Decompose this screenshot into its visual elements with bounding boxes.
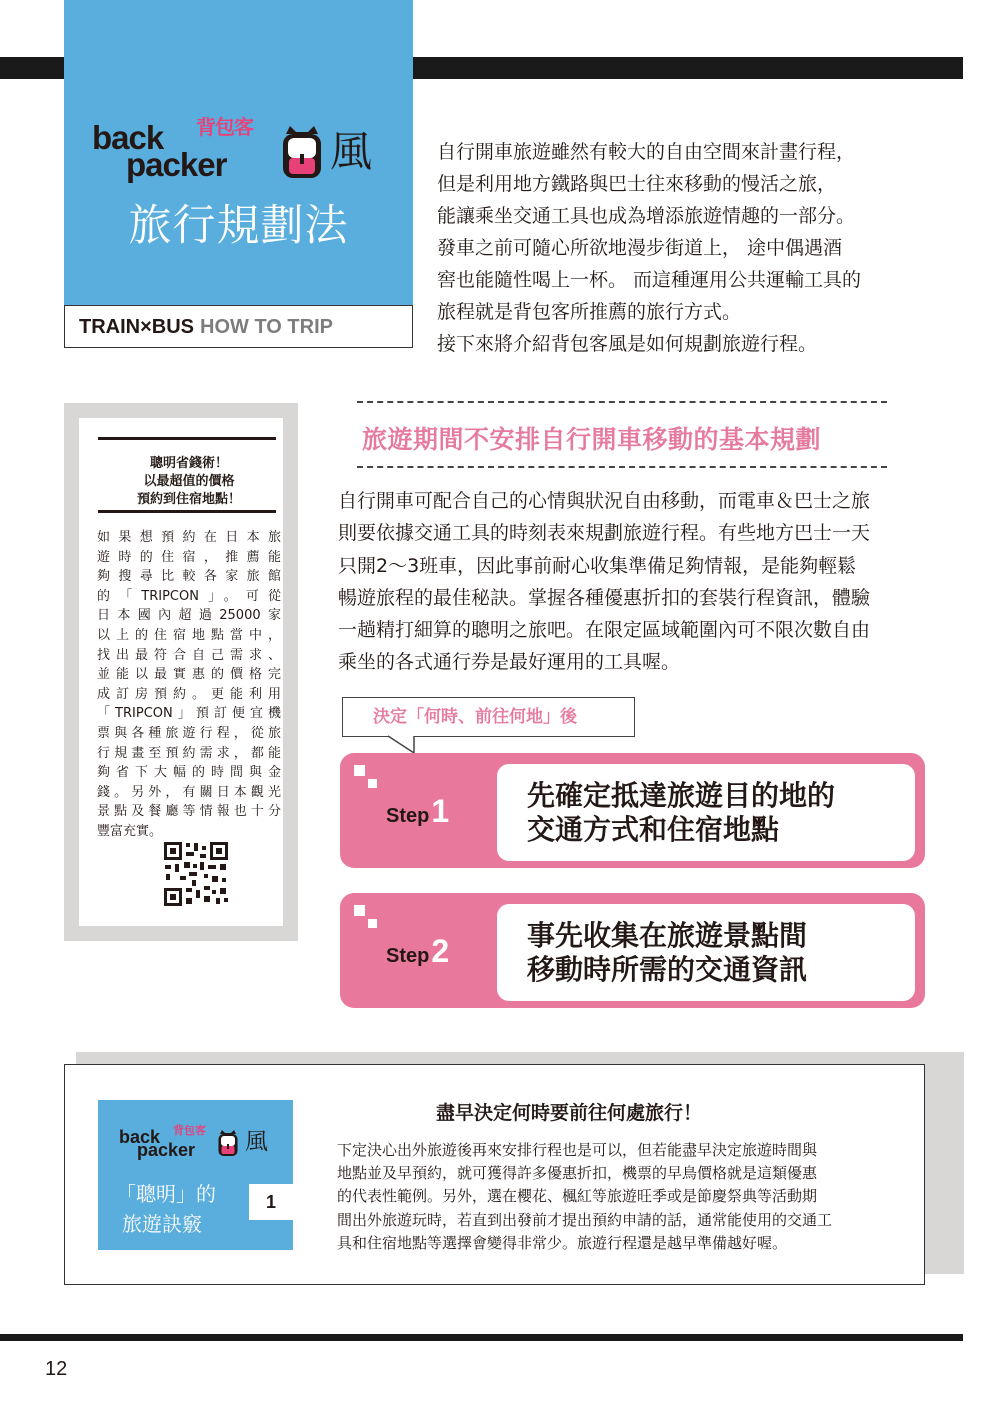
sidebar-line: 夠搜尋比較各家旅館	[97, 569, 281, 585]
sidebar-line: 遊時的住宿，推薦能	[97, 549, 281, 565]
tip-line: 下定決心出外旅遊後再來安排行程也是可以，但若能盡早決定旅遊時間與	[337, 1141, 818, 1159]
section-line: 一趟精打細算的聰明之旅吧。在限定區域範圍內可不限次數自由	[338, 619, 871, 642]
badge-logo-feng: 風	[245, 1129, 268, 1155]
step-2-line: 事先收集在旅遊景點間	[527, 919, 808, 952]
tip-badge	[98, 1100, 293, 1250]
sidebar-line: 景點及餐廳等情報也十分	[97, 804, 281, 820]
sidebar-line: 行規畫至預約需求，都能	[97, 745, 281, 761]
step-square-icon	[368, 779, 377, 788]
section-dashed-rule-top	[357, 401, 887, 403]
step-1-content	[497, 764, 915, 861]
step-1-line: 交通方式和住宿地點	[527, 813, 780, 846]
logo-feng: 風	[330, 127, 373, 176]
step-1-label	[386, 791, 449, 836]
subtitle-how-to-trip: HOW TO TRIP	[200, 316, 333, 338]
section-line: 自行開車可配合自己的心情與狀況自由移動，而電車＆巴士之旅	[338, 490, 871, 512]
section-line: 則要依據交通工具的時刻表來規劃旅遊行程。有些地方巴士一天	[338, 522, 871, 545]
section-line: 暢遊旅程的最佳秘訣。掌握各種優惠折扣的套裝行程資訊，體驗	[338, 586, 871, 609]
badge-title-line: 「聰明」的	[116, 1182, 216, 1206]
sidebar-line: 日本國內超過25000家	[97, 608, 281, 624]
step-square-icon	[354, 905, 365, 916]
title-box	[64, 0, 413, 305]
subtitle-box	[64, 305, 413, 348]
step-square-icon	[354, 765, 365, 776]
sidebar-line: 如果想預約在日本旅	[97, 530, 281, 545]
sidebar-line: 的「TRIPCON」。可從	[97, 588, 281, 604]
tip-line: 間出外旅遊玩時，若直到出發前才提出預約申請的話，通常能使用的交通工	[337, 1210, 833, 1229]
sidebar-line: 夠省下大幅的時間與金	[97, 765, 281, 781]
step-2-card	[340, 893, 925, 1008]
section-paragraph	[338, 485, 928, 679]
sidebar-rule-top	[98, 437, 276, 440]
speech-bubble-tail	[388, 735, 428, 755]
speech-bubble	[342, 697, 635, 737]
badge-logo-back: back	[119, 1127, 161, 1147]
step-square-icon	[368, 919, 377, 928]
sidebar-line: 成訂房預約。更能利用	[97, 686, 281, 702]
tip-box	[64, 1064, 925, 1285]
step-1-line: 先確定抵達旅遊目的地的	[527, 779, 836, 812]
step-2-line: 移動時所需的交通資訊	[527, 953, 808, 986]
sidebar-heading-line: 預約到住宿地點！	[136, 492, 241, 507]
tip-line: 具和住宿地點等選擇會變得非常少。旅遊行程還是越早準備越好喔。	[337, 1233, 788, 1252]
sidebar-line: 票與各種旅遊行程，從旅	[97, 725, 281, 741]
intro-line: 發車之前可隨心所欲地漫步街道上， 途中偶遇酒	[437, 237, 843, 259]
tip-title: 盡早決定何時要前往何處旅行！	[436, 1102, 703, 1124]
sidebar-heading	[79, 455, 299, 509]
step-number: 2	[431, 933, 450, 969]
sidebar-rule-bottom	[98, 510, 276, 513]
step-word: Step	[386, 805, 430, 827]
tip-line: 地點並及早預約，就可獲得許多優惠折扣，機票的早鳥價格就是這類優惠	[337, 1164, 818, 1183]
sidebar-heading-line: 以最超值的價格	[143, 474, 235, 489]
section-title: 旅遊期間不安排自行開車移動的基本規劃	[362, 425, 822, 454]
sidebar-line: 以上的住宿地點當中，	[97, 627, 281, 643]
intro-line: 旅程就是背包客所推薦的旅行方式。	[437, 301, 742, 323]
intro-line: 能讓乘坐交通工具也成為增添旅遊情趣的一部分。	[437, 205, 856, 227]
step-number: 1	[431, 793, 450, 829]
sidebar-panel	[79, 418, 283, 926]
sidebar-line: 並能以最實惠的價格完	[97, 667, 281, 683]
badge-number: 1	[249, 1184, 293, 1220]
tip-line: 的代表性範例。另外，選在櫻花、楓紅等旅遊旺季或是節慶祭典等活動期	[337, 1187, 818, 1206]
logo-packer: packer	[126, 146, 227, 183]
tip-body	[337, 1139, 897, 1255]
backpack-icon	[280, 124, 324, 180]
page-title: 旅行規劃法	[128, 201, 349, 251]
sidebar-heading-line: 聰明省錢術！	[149, 456, 228, 471]
intro-line: 接下來將介紹背包客風是如何規劃旅遊行程。	[437, 333, 818, 355]
step-word: Step	[386, 945, 430, 967]
sidebar-line: 豐富充實。	[97, 823, 163, 839]
page-number: 12	[45, 1358, 68, 1380]
badge-logo-pink: 背包客	[173, 1124, 206, 1137]
step-1-card	[340, 753, 925, 868]
sidebar-column	[64, 403, 298, 941]
backpack-icon	[217, 1129, 239, 1157]
section-line: 乘坐的各式通行券是最好運用的工具喔。	[338, 651, 681, 674]
sidebar-line: 「TRIPCON」預訂便宜機	[97, 706, 281, 722]
logo-pink-text: 背包客	[196, 115, 253, 139]
badge-logo-packer: packer	[137, 1140, 196, 1160]
step-2-label	[386, 931, 449, 976]
intro-line: 窖也能隨性喝上一杯。 而這種運用公共運輸工具的	[437, 269, 862, 291]
section-line: 只開2～3班車，因此事前耐心收集準備足夠情報，是能夠輕鬆	[338, 554, 857, 577]
intro-line: 自行開車旅遊雖然有較大的自由空間來計畫行程，	[437, 141, 856, 163]
subtitle	[79, 316, 333, 338]
logo-back: back	[92, 119, 164, 156]
sidebar-line: 錢。另外，有關日本觀光	[97, 784, 281, 800]
sidebar-line: 找出最符合自己需求、	[97, 647, 281, 663]
sidebar-body	[97, 528, 281, 842]
qr-code-icon[interactable]	[162, 840, 230, 908]
speech-bubble-text: 決定「何時、前往何地」後	[373, 707, 577, 727]
badge-title-line: 旅遊訣竅	[122, 1212, 202, 1236]
intro-paragraph	[437, 136, 937, 360]
intro-line: 但是利用地方鐵路與巴士往來移動的慢活之旅，	[437, 173, 837, 195]
bottom-bar	[0, 1334, 963, 1341]
subtitle-train-bus: TRAIN×BUS	[79, 316, 195, 338]
backpacker-logo	[92, 115, 392, 183]
section-dashed-rule-bottom	[357, 466, 887, 468]
step-2-content	[497, 904, 915, 1001]
